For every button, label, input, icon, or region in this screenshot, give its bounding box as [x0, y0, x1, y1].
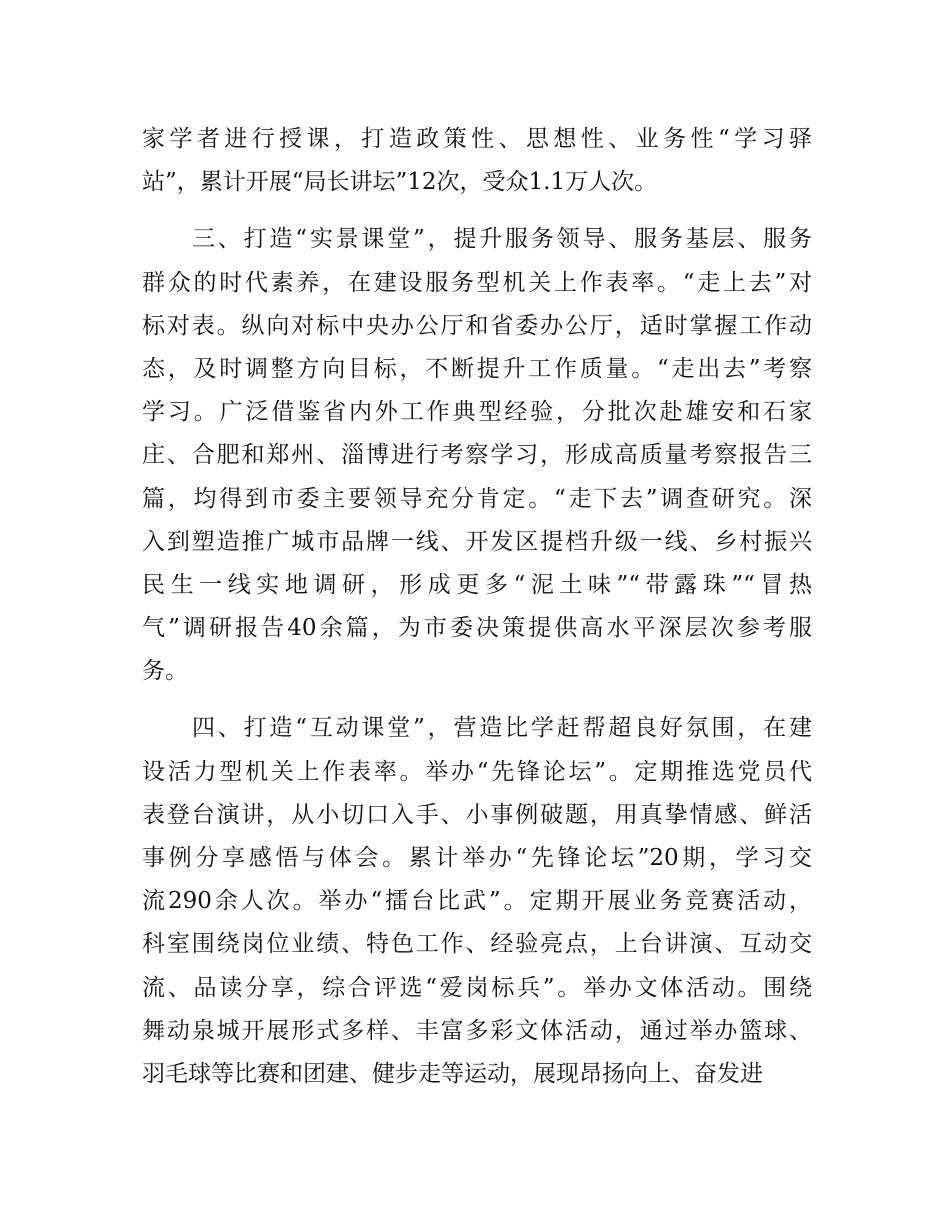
text-line: 标对表。纵向对标中央办公厅和省委办公厅，适时掌握工作动: [142, 312, 812, 339]
text-line: 入到塑造推广城市品牌一线、开发区提档升级一线、乡村振兴: [142, 528, 812, 555]
text-line: 气”调研报告40余篇，为市委决策提供高水平深层次参考服: [142, 615, 812, 642]
text-line: 态，及时调整方向目标，不断提升工作质量。“走出去”考察: [142, 355, 812, 382]
paragraph-gap: [142, 204, 812, 218]
text-line: 篇，均得到市委主要领导充分肯定。“走下去”调查研究。深: [142, 485, 812, 512]
text-line: 设活力型机关上作表率。举办“先锋论坛”。定期推选党员代: [142, 758, 812, 785]
text-line: 群众的时代素养，在建设服务型机关上作表率。“走上去”对: [142, 269, 812, 296]
text-line: 务。: [142, 658, 188, 685]
text-line: 三、打造“实景课堂”，提升服务领导、服务基层、服务: [192, 226, 812, 253]
text-line: 表登台演讲，从小切口入手、小事例破题，用真挚情感、鲜活: [142, 801, 812, 828]
paragraph-gap: [142, 693, 812, 707]
text-line: 家学者进行授课，打造政策性、思想性、业务性“学习驿: [142, 126, 812, 152]
text-line: 事例分享感悟与体会。累计举办“先锋论坛”20期，学习交: [142, 845, 812, 871]
text-line: 庄、合肥和郑州、淄博进行考察学习，形成高质量考察报告三: [142, 442, 812, 469]
text-line: 流、品读分享，综合评选“爱岗标兵”。举办文体活动。围绕: [142, 974, 812, 1001]
document-body: [142, 118, 812, 1096]
text-line: 科室围绕岗位业绩、特色工作、经验亮点，上台讲演、互动交: [142, 931, 812, 958]
paragraph: [142, 218, 812, 693]
text-line: 学习。广泛借鉴省内外工作典型经验，分批次赴雄安和石家: [142, 399, 812, 426]
text-line: 舞动泉城开展形式多样、丰富多彩文体活动，通过举办篮球、: [142, 1017, 812, 1044]
text-line: 站”，累计开展“局长讲坛”12次，受众1.1万人次。: [142, 169, 658, 196]
text-line: 民生一线实地调研，形成更多“泥土味”“带露珠”“冒热: [142, 571, 812, 598]
text-line: 羽毛球等比赛和团建、健步走等运动，展现昂扬向上、奋发进: [142, 1060, 763, 1087]
text-line: 四、打造“互动课堂”，营造比学赶帮超良好氛围，在建: [192, 715, 812, 742]
text-line: 流290余人次。举办“擂台比武”。定期开展业务竞赛活动，: [142, 888, 812, 915]
paragraph: [142, 707, 812, 1096]
paragraph: [142, 118, 812, 204]
